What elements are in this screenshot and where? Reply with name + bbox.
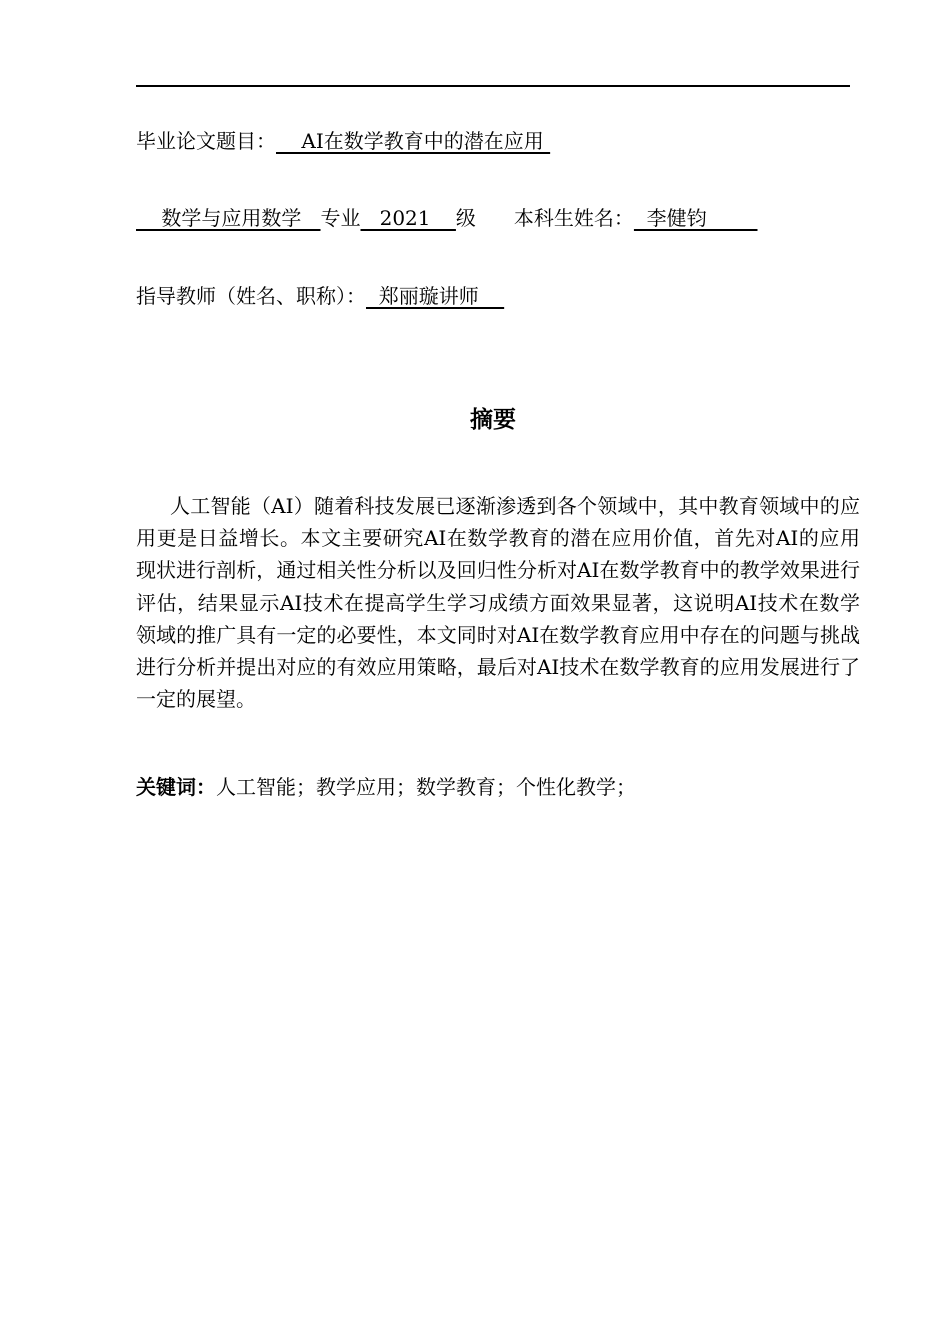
major-value: 数学与应用数学	[136, 206, 321, 230]
advisor-value: 郑丽璇讲师	[366, 284, 505, 308]
keywords-value: 人工智能；教学应用；数学教育；个性化教学；	[216, 775, 636, 799]
major-label: 专业	[320, 206, 361, 230]
thesis-title-label: 毕业论文题目：	[136, 129, 276, 153]
header-rule	[136, 85, 850, 87]
student-name-value: 李健钧	[633, 206, 758, 230]
student-info-line	[136, 206, 758, 230]
thesis-title-line	[136, 129, 550, 153]
student-name-label: 本科生姓名：	[513, 206, 634, 230]
grade-value: 2021	[360, 206, 456, 230]
grade-label: 级	[455, 206, 476, 230]
keywords-line	[136, 774, 636, 800]
advisor-line	[136, 284, 504, 308]
abstract-body: 人工智能（AI）随着科技发展已逐渐渗透到各个领域中，其中教育领域中的应用更是日益增长。本文主要研究AI在数学教育的潜在应用价值，首先对AI的应用现状进行剖析，通过相关性分析以及回归性分析对AI在数学教育中的教学效果进行评估，结果显示AI技术在提高学生学习成绩方面效果显著，这说明AI技术在数学领域的推广具有一定的必要性，本文同时对AI在数学教育应用中存在的问题与挑战进行分析并提出对应的有效应用策略，最后对AI技术在数学教育的应用发展进行了一定的展望。	[136, 494, 860, 712]
keywords-label: 关键词：	[136, 775, 216, 799]
advisor-label: 指导教师（姓名、职称）：	[136, 284, 366, 308]
thesis-title-value: AI在数学教育中的潜在应用	[276, 129, 551, 153]
abstract-heading: 摘要	[470, 407, 516, 433]
